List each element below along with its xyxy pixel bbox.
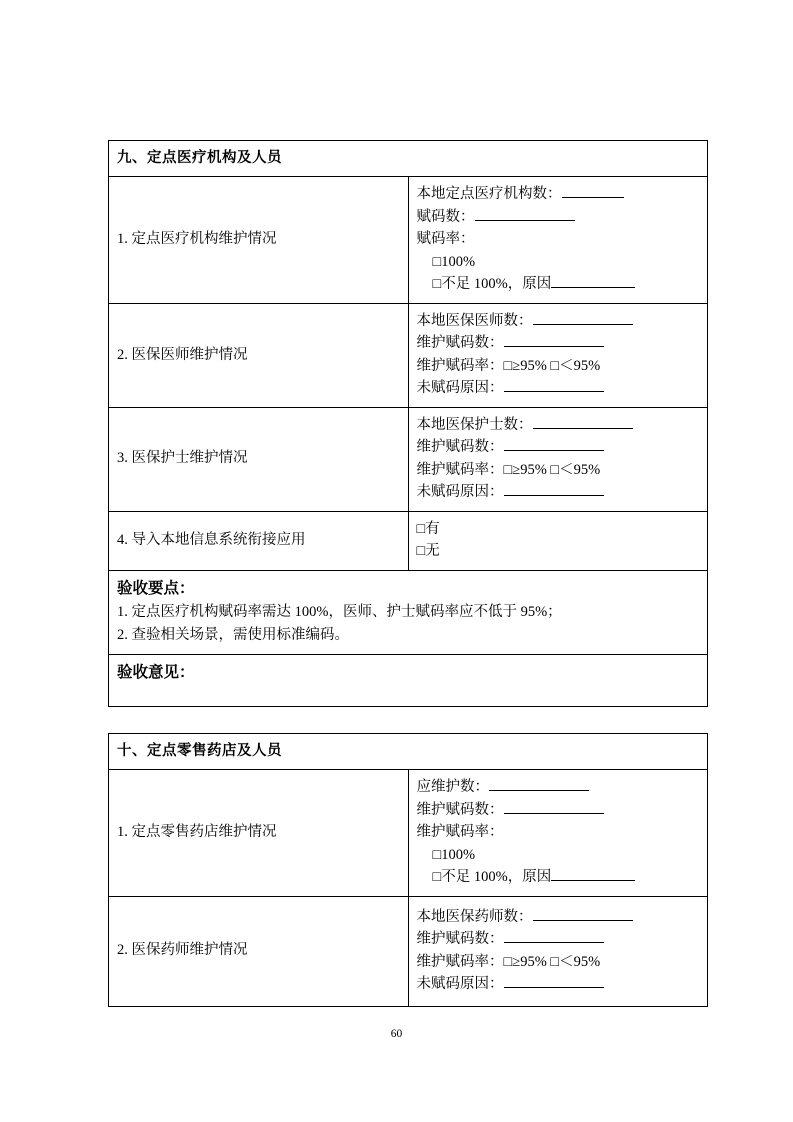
blank-line[interactable] bbox=[551, 880, 635, 881]
checkbox-label: □100% bbox=[432, 253, 476, 270]
field-line bbox=[417, 228, 700, 250]
checkbox-label: □不足 100%，原因 bbox=[432, 869, 552, 886]
blank-line[interactable] bbox=[551, 287, 635, 288]
row-value-insurance-nurse bbox=[408, 407, 708, 511]
field-line-rate[interactable] bbox=[417, 355, 700, 377]
row-label-insurance-pharmacist: 2. 医保药师维护情况 bbox=[109, 896, 409, 1006]
blank-line[interactable] bbox=[475, 220, 575, 221]
blank-line[interactable] bbox=[504, 346, 604, 347]
blank-line[interactable] bbox=[489, 790, 589, 791]
field-label: 赋码率： bbox=[416, 231, 475, 248]
row-value-insurance-pharmacist bbox=[408, 896, 708, 1006]
field-label: 赋码数： bbox=[416, 208, 475, 225]
blank-line[interactable] bbox=[562, 197, 624, 198]
field-label: 维护赋码率：□≥95% □＜95% bbox=[416, 461, 601, 478]
table-row bbox=[109, 654, 708, 706]
row-value-insurance-doctor bbox=[408, 303, 708, 407]
field-line bbox=[417, 481, 700, 503]
blank-line[interactable] bbox=[533, 324, 633, 325]
field-label: 本地定点医疗机构数： bbox=[416, 186, 562, 203]
field-label: 维护赋码率： bbox=[416, 824, 504, 841]
field-label: 维护赋码数： bbox=[416, 931, 504, 948]
checkbox-option-no[interactable] bbox=[417, 540, 700, 562]
checkbox-label: □不足 100%，原因 bbox=[432, 276, 552, 293]
row-value-medical-institution bbox=[408, 177, 708, 303]
section-9-table bbox=[108, 140, 708, 707]
blank-line[interactable] bbox=[504, 495, 604, 496]
blank-line[interactable] bbox=[533, 920, 633, 921]
field-label: 维护赋码数： bbox=[416, 335, 504, 352]
document-body bbox=[108, 140, 708, 1007]
blank-line[interactable] bbox=[504, 942, 604, 943]
acceptance-points-cell-9 bbox=[109, 570, 708, 654]
checkbox-label: □100% bbox=[432, 846, 476, 863]
table-row bbox=[109, 511, 708, 570]
field-line bbox=[417, 821, 700, 843]
field-line bbox=[417, 332, 700, 354]
row-label-import-system: 4. 导入本地信息系统衔接应用 bbox=[109, 511, 409, 570]
field-line bbox=[417, 906, 700, 928]
field-label: 维护赋码率：□≥95% □＜95% bbox=[416, 357, 601, 374]
section-heading-10: 十、定点零售药店及人员 bbox=[109, 733, 708, 769]
row-value-import-system bbox=[408, 511, 708, 570]
table-row bbox=[109, 177, 708, 303]
table-row bbox=[109, 896, 708, 1006]
field-line bbox=[417, 206, 700, 228]
field-label: 本地医保药师数： bbox=[416, 908, 533, 925]
section-10-table bbox=[108, 733, 708, 1007]
field-line bbox=[417, 776, 700, 798]
acceptance-opinion-title: 验收意见： bbox=[117, 663, 195, 681]
row-label-insurance-doctor: 2. 医保医师维护情况 bbox=[109, 303, 409, 407]
checkbox-label: □有 bbox=[416, 520, 440, 537]
field-line bbox=[417, 928, 700, 950]
field-line-rate[interactable] bbox=[417, 459, 700, 481]
field-label: 维护赋码数： bbox=[416, 439, 504, 456]
table-row bbox=[109, 141, 708, 177]
table-row bbox=[109, 303, 708, 407]
field-label: 本地医保护士数： bbox=[416, 416, 533, 433]
field-label: 未赋码原因： bbox=[416, 380, 504, 397]
table-row bbox=[109, 570, 708, 654]
table-row bbox=[109, 407, 708, 511]
field-line bbox=[417, 183, 700, 205]
acceptance-opinion-cell-9[interactable] bbox=[109, 654, 708, 706]
acceptance-points-title: 验收要点： bbox=[117, 579, 195, 597]
field-line-rate[interactable] bbox=[417, 951, 700, 973]
field-label: 应维护数： bbox=[416, 779, 489, 796]
checkbox-option-100[interactable] bbox=[417, 251, 700, 273]
acceptance-point-1: 1. 定点医疗机构赋码率需达 100%，医师、护士赋码率应不低于 95%； bbox=[117, 603, 562, 620]
checkbox-option-under-100[interactable] bbox=[417, 273, 700, 295]
field-line bbox=[417, 310, 700, 332]
field-line bbox=[417, 414, 700, 436]
blank-line[interactable] bbox=[504, 391, 604, 392]
blank-line[interactable] bbox=[533, 428, 633, 429]
row-label-medical-institution: 1. 定点医疗机构维护情况 bbox=[109, 177, 409, 303]
section-heading-9: 九、定点医疗机构及人员 bbox=[109, 141, 708, 177]
row-value-retail-pharmacy bbox=[408, 770, 708, 896]
checkbox-option-100[interactable] bbox=[417, 844, 700, 866]
field-line bbox=[417, 436, 700, 458]
field-label: 本地医保医师数： bbox=[416, 312, 533, 329]
blank-line[interactable] bbox=[504, 813, 604, 814]
table-row bbox=[109, 733, 708, 769]
blank-line[interactable] bbox=[504, 987, 604, 988]
section-gap bbox=[108, 707, 708, 733]
page-number: 60 bbox=[390, 1028, 403, 1040]
field-line bbox=[417, 799, 700, 821]
field-label: 未赋码原因： bbox=[416, 484, 504, 501]
row-label-retail-pharmacy: 1. 定点零售药店维护情况 bbox=[109, 770, 409, 896]
checkbox-label: □无 bbox=[416, 543, 440, 560]
field-label: 未赋码原因： bbox=[416, 976, 504, 993]
blank-line[interactable] bbox=[504, 450, 604, 451]
checkbox-option-under-100[interactable] bbox=[417, 866, 700, 888]
field-label: 维护赋码率：□≥95% □＜95% bbox=[416, 953, 601, 970]
field-label: 维护赋码数： bbox=[416, 801, 504, 818]
table-row bbox=[109, 770, 708, 896]
field-line bbox=[417, 377, 700, 399]
field-line bbox=[417, 973, 700, 995]
row-label-insurance-nurse: 3. 医保护士维护情况 bbox=[109, 407, 409, 511]
checkbox-option-yes[interactable] bbox=[417, 518, 700, 540]
acceptance-point-2: 2. 查验相关场景，需使用标准编码。 bbox=[117, 626, 349, 643]
